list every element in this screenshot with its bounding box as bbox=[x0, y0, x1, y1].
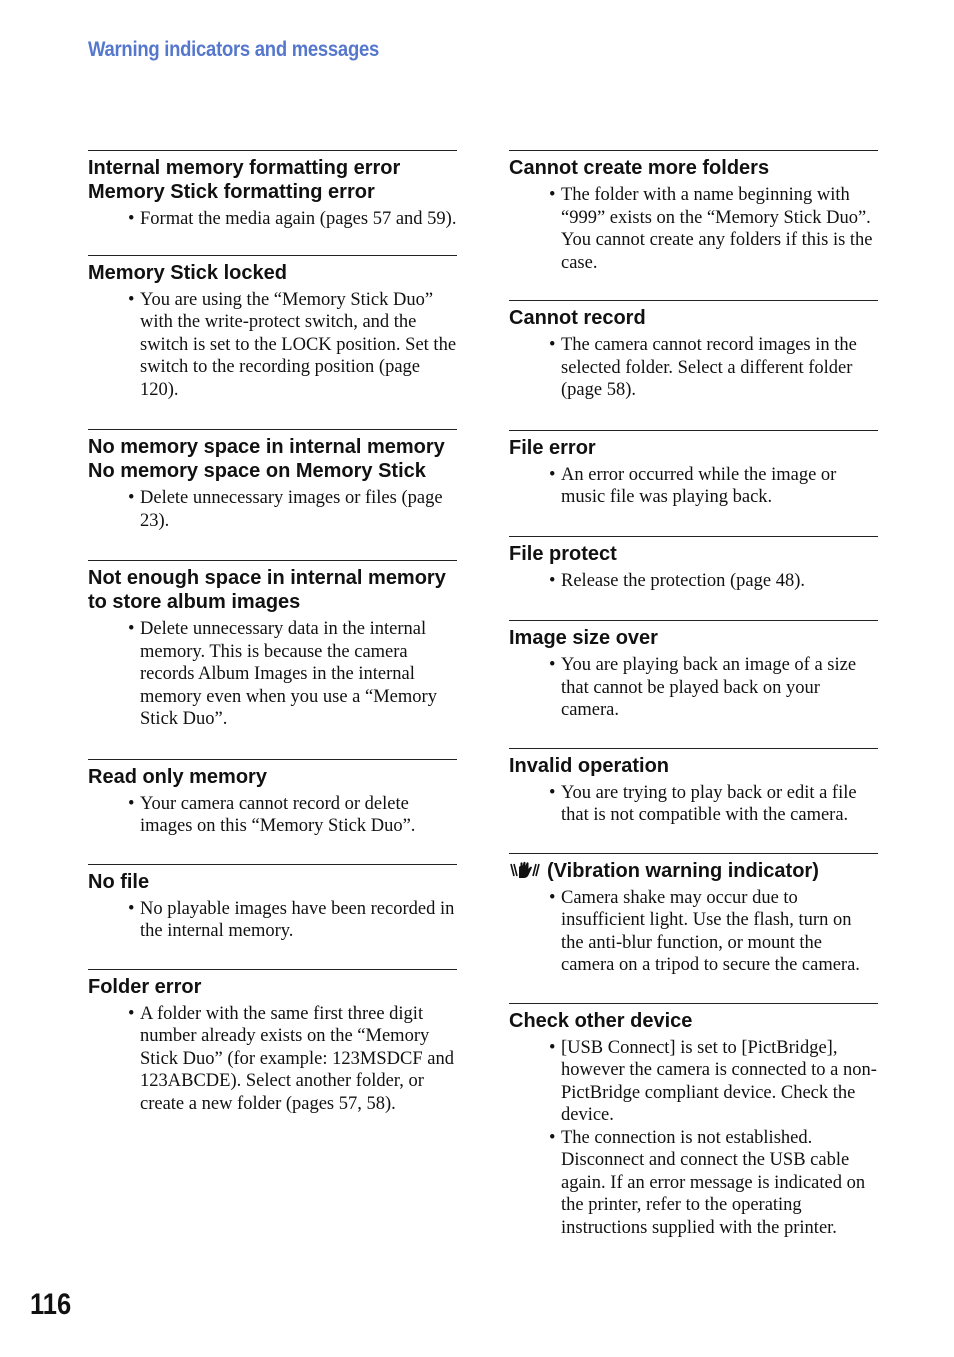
message-title-text: Folder error bbox=[88, 975, 202, 998]
message-bullet bbox=[88, 618, 457, 731]
message-title bbox=[88, 261, 457, 285]
bullet-dot: • bbox=[549, 1037, 556, 1058]
message-bullet bbox=[509, 654, 878, 722]
message-title-line bbox=[88, 765, 457, 789]
message-title-line bbox=[88, 156, 457, 180]
message-bullet bbox=[509, 1127, 878, 1240]
message-title bbox=[88, 870, 457, 894]
message-bullet-list bbox=[88, 487, 457, 532]
message-title-text: Invalid operation bbox=[509, 754, 670, 777]
message-title-text: Memory Stick locked bbox=[88, 261, 287, 284]
message-bullet bbox=[509, 570, 878, 593]
message-title-text: File protect bbox=[509, 542, 617, 565]
right-column bbox=[509, 150, 878, 1239]
message-bullet-list bbox=[88, 208, 457, 231]
message-entry bbox=[509, 300, 878, 402]
message-title-text: No memory space in internal memory bbox=[88, 436, 445, 458]
message-bullet-list bbox=[88, 898, 457, 943]
message-title bbox=[88, 566, 457, 614]
message-bullet-list bbox=[509, 887, 878, 977]
page-number: 116 bbox=[30, 1288, 72, 1321]
bullet-dot: • bbox=[128, 619, 135, 639]
message-title-text: Cannot create more folders bbox=[509, 157, 770, 179]
message-title bbox=[509, 626, 878, 650]
message-title-text: No file bbox=[88, 870, 150, 893]
message-entry bbox=[88, 864, 457, 943]
message-entry bbox=[509, 536, 878, 593]
message-title bbox=[509, 156, 878, 180]
bullet-dot: • bbox=[549, 464, 556, 485]
left-column bbox=[88, 150, 457, 1115]
bullet-dot: • bbox=[549, 1127, 556, 1148]
message-entry bbox=[88, 560, 457, 731]
message-title bbox=[88, 435, 457, 483]
message-title-line bbox=[509, 436, 878, 460]
message-entry bbox=[88, 150, 457, 231]
message-bullet-text: [USB Connect] is set to [PictBridge], however the camera is connected to a non-PictBridge compliant device. Check the device. bbox=[561, 1037, 877, 1125]
message-bullet-text: You are trying to play back or edit a file that is not compatible with the camera. bbox=[561, 782, 857, 825]
message-title-text: Not enough space in internal memory to store album images bbox=[88, 567, 446, 613]
message-title-line bbox=[509, 626, 878, 650]
message-bullet-list bbox=[509, 1037, 878, 1240]
message-bullet-text: No playable images have been recorded in the internal memory. bbox=[140, 898, 455, 941]
message-title bbox=[88, 156, 457, 204]
message-bullet bbox=[88, 898, 457, 943]
message-bullet-text: A folder with the same first three digit number already exists on the “Memory Stick Duo” (for example: 123MSDCF and 123ABCDE). Select another folder, or create a new folder (pages 57, 58). bbox=[140, 1003, 454, 1114]
message-entry bbox=[509, 430, 878, 509]
message-title bbox=[509, 1009, 878, 1033]
message-title bbox=[509, 859, 878, 883]
message-bullet-list bbox=[509, 570, 878, 593]
message-title bbox=[88, 765, 457, 789]
message-title bbox=[509, 542, 878, 566]
message-entry bbox=[509, 748, 878, 827]
message-title-line bbox=[509, 1009, 878, 1033]
message-bullet-list bbox=[509, 334, 878, 402]
bullet-dot: • bbox=[549, 185, 556, 205]
message-bullet-list bbox=[88, 793, 457, 838]
message-title-line bbox=[509, 156, 878, 180]
message-title-line bbox=[509, 859, 878, 883]
message-bullet-list bbox=[509, 782, 878, 827]
bullet-dot: • bbox=[128, 1003, 135, 1024]
message-title-line bbox=[509, 306, 878, 330]
message-bullet-text: The folder with a name beginning with “999” exists on the “Memory Stick Duo”. You cannot create any folders if this is the case. bbox=[561, 185, 873, 273]
message-title-line bbox=[88, 459, 457, 483]
message-title-text: (Vibration warning indicator) bbox=[547, 859, 819, 882]
message-bullet-list bbox=[509, 654, 878, 722]
message-title bbox=[509, 306, 878, 330]
message-bullet bbox=[509, 887, 878, 977]
message-title-line bbox=[88, 435, 457, 459]
bullet-dot: • bbox=[549, 655, 556, 675]
message-bullet bbox=[509, 1037, 878, 1127]
message-bullet-list bbox=[509, 184, 878, 274]
message-title-text: Internal memory formatting error bbox=[88, 157, 401, 179]
message-bullet bbox=[509, 184, 878, 274]
message-title-text: Cannot record bbox=[509, 307, 646, 329]
message-bullet-text: The connection is not established. Disconnect and connect the USB cable again. If an error message is indicated on the printer, refer to the operating instructions supplied with the printer. bbox=[561, 1127, 866, 1238]
message-bullet-text: You are playing back an image of a size that cannot be played back on your camera. bbox=[561, 655, 857, 720]
message-entry bbox=[509, 1003, 878, 1240]
message-entry bbox=[88, 429, 457, 532]
message-bullet bbox=[88, 487, 457, 532]
bullet-dot: • bbox=[549, 570, 556, 591]
message-title-line bbox=[509, 542, 878, 566]
message-bullet-text: Delete unnecessary images or files (page 23). bbox=[140, 488, 443, 531]
message-title-line bbox=[88, 566, 457, 614]
bullet-dot: • bbox=[128, 488, 135, 508]
message-title bbox=[509, 436, 878, 460]
message-bullet-text: Delete unnecessary data in the internal memory. This is because the camera records Album Images in the internal memory even when you use a “Memory Stick Duo”. bbox=[140, 619, 437, 729]
message-title-line bbox=[88, 261, 457, 285]
message-title-line bbox=[509, 754, 878, 778]
message-bullet-text: An error occurred while the image or music file was playing back. bbox=[561, 464, 837, 507]
message-entry bbox=[509, 150, 878, 274]
bullet-dot: • bbox=[128, 898, 135, 919]
message-title-line bbox=[88, 975, 457, 999]
message-bullet bbox=[509, 782, 878, 827]
message-title bbox=[88, 975, 457, 999]
message-bullet-text: You are using the “Memory Stick Duo” with the write-protect switch, and the switch is set to the LOCK position. Set the switch to the recording position (page 120). bbox=[140, 289, 457, 400]
message-bullet bbox=[88, 793, 457, 838]
message-title-line bbox=[88, 180, 457, 204]
bullet-dot: • bbox=[549, 335, 556, 355]
message-bullet-text: The camera cannot record images in the selected folder. Select a different folder (page 58). bbox=[561, 335, 857, 400]
message-bullet-text: Release the protection (page 48). bbox=[561, 570, 805, 591]
message-title-text: Image size over bbox=[509, 627, 658, 649]
bullet-dot: • bbox=[128, 289, 135, 310]
message-title-text: No memory space on Memory Stick bbox=[88, 460, 426, 482]
message-title bbox=[509, 754, 878, 778]
message-bullet bbox=[509, 464, 878, 509]
message-title-text: File error bbox=[509, 436, 596, 459]
running-header: Warning indicators and messages bbox=[88, 38, 380, 61]
message-bullet-list bbox=[88, 289, 457, 402]
message-entry bbox=[88, 255, 457, 402]
bullet-dot: • bbox=[549, 782, 556, 803]
bullet-dot: • bbox=[549, 887, 556, 908]
vibration-warning-icon bbox=[509, 860, 541, 880]
message-bullet-list bbox=[509, 464, 878, 509]
message-bullet-list bbox=[88, 618, 457, 731]
message-entry bbox=[88, 759, 457, 838]
message-entry bbox=[509, 853, 878, 977]
message-bullet bbox=[509, 334, 878, 402]
message-bullet-text: Camera shake may occur due to insufficient light. Use the flash, turn on the anti-blur function, or mount the camera on a tripod to secure the camera. bbox=[561, 887, 860, 975]
message-bullet-text: Your camera cannot record or delete images on this “Memory Stick Duo”. bbox=[140, 793, 416, 836]
message-bullet-text: Format the media again (pages 57 and 59). bbox=[140, 209, 457, 229]
message-title-text: Read only memory bbox=[88, 765, 267, 788]
bullet-dot: • bbox=[128, 209, 135, 229]
message-bullet bbox=[88, 289, 457, 402]
message-entry bbox=[509, 620, 878, 722]
bullet-dot: • bbox=[128, 793, 135, 814]
message-entry bbox=[88, 969, 457, 1116]
message-title-text: Memory Stick formatting error bbox=[88, 181, 375, 203]
message-title-line bbox=[88, 870, 457, 894]
message-bullet bbox=[88, 1003, 457, 1116]
message-title-text: Check other device bbox=[509, 1009, 693, 1032]
message-bullet bbox=[88, 208, 457, 231]
message-bullet-list bbox=[88, 1003, 457, 1116]
